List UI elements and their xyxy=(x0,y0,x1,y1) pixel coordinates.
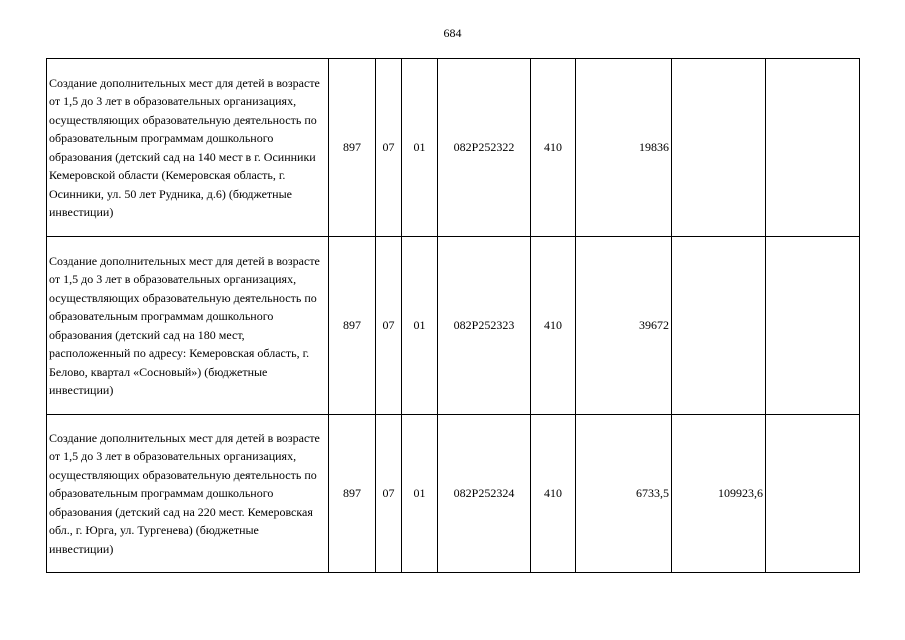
subsection-code: 01 xyxy=(402,59,438,237)
page-number: 684 xyxy=(443,26,462,40)
subsection-code: 01 xyxy=(402,237,438,415)
expense-type-code: 410 xyxy=(531,237,576,415)
amount-year-3 xyxy=(766,237,860,415)
row-description: Создание дополнительных мест для детей в возрасте от 1,5 до 3 лет в образовательных организациях, осуществляющих образовательную деятельность по образовательным программам дошкольного образования (детский сад на 140 мест в г. Осинники Кемеровской области (Кемеровская область, г. Осинники, ул. 50 лет Рудника, д.6) (бюджетные инвестиции) xyxy=(47,59,329,237)
section-code: 07 xyxy=(376,415,402,573)
budget-table xyxy=(46,58,860,573)
amount-year-2: 109923,6 xyxy=(672,415,766,573)
amount-year-3 xyxy=(766,59,860,237)
amount-year-1: 39672 xyxy=(576,237,672,415)
table-row xyxy=(47,415,860,573)
section-code: 07 xyxy=(376,237,402,415)
amount-year-1: 6733,5 xyxy=(576,415,672,573)
target-article-code: 082P252323 xyxy=(438,237,531,415)
table-row xyxy=(47,237,860,415)
amount-year-2 xyxy=(672,237,766,415)
expense-type-code: 410 xyxy=(531,415,576,573)
ministry-code: 897 xyxy=(329,59,376,237)
target-article-code: 082P252322 xyxy=(438,59,531,237)
row-description: Создание дополнительных мест для детей в возрасте от 1,5 до 3 лет в образовательных организациях, осуществляющих образовательную деятельность по образовательным программам дошкольного образования (детский сад на 220 мест. Кемеровская обл., г. Юрга, ул. Тургенева) (бюджетные инвестиции) xyxy=(47,415,329,573)
amount-year-2 xyxy=(672,59,766,237)
ministry-code: 897 xyxy=(329,237,376,415)
row-description: Создание дополнительных мест для детей в возрасте от 1,5 до 3 лет в образовательных организациях, осуществляющих образовательную деятельность по образовательным программам дошкольного образования (детский сад на 180 мест, расположенный по адресу: Кемеровская область, г. Белово, квартал «Сосновый») (бюджетные инвестиции) xyxy=(47,237,329,415)
table-row xyxy=(47,59,860,237)
ministry-code: 897 xyxy=(329,415,376,573)
expense-type-code: 410 xyxy=(531,59,576,237)
amount-year-3 xyxy=(766,415,860,573)
subsection-code: 01 xyxy=(402,415,438,573)
section-code: 07 xyxy=(376,59,402,237)
amount-year-1: 19836 xyxy=(576,59,672,237)
target-article-code: 082P252324 xyxy=(438,415,531,573)
